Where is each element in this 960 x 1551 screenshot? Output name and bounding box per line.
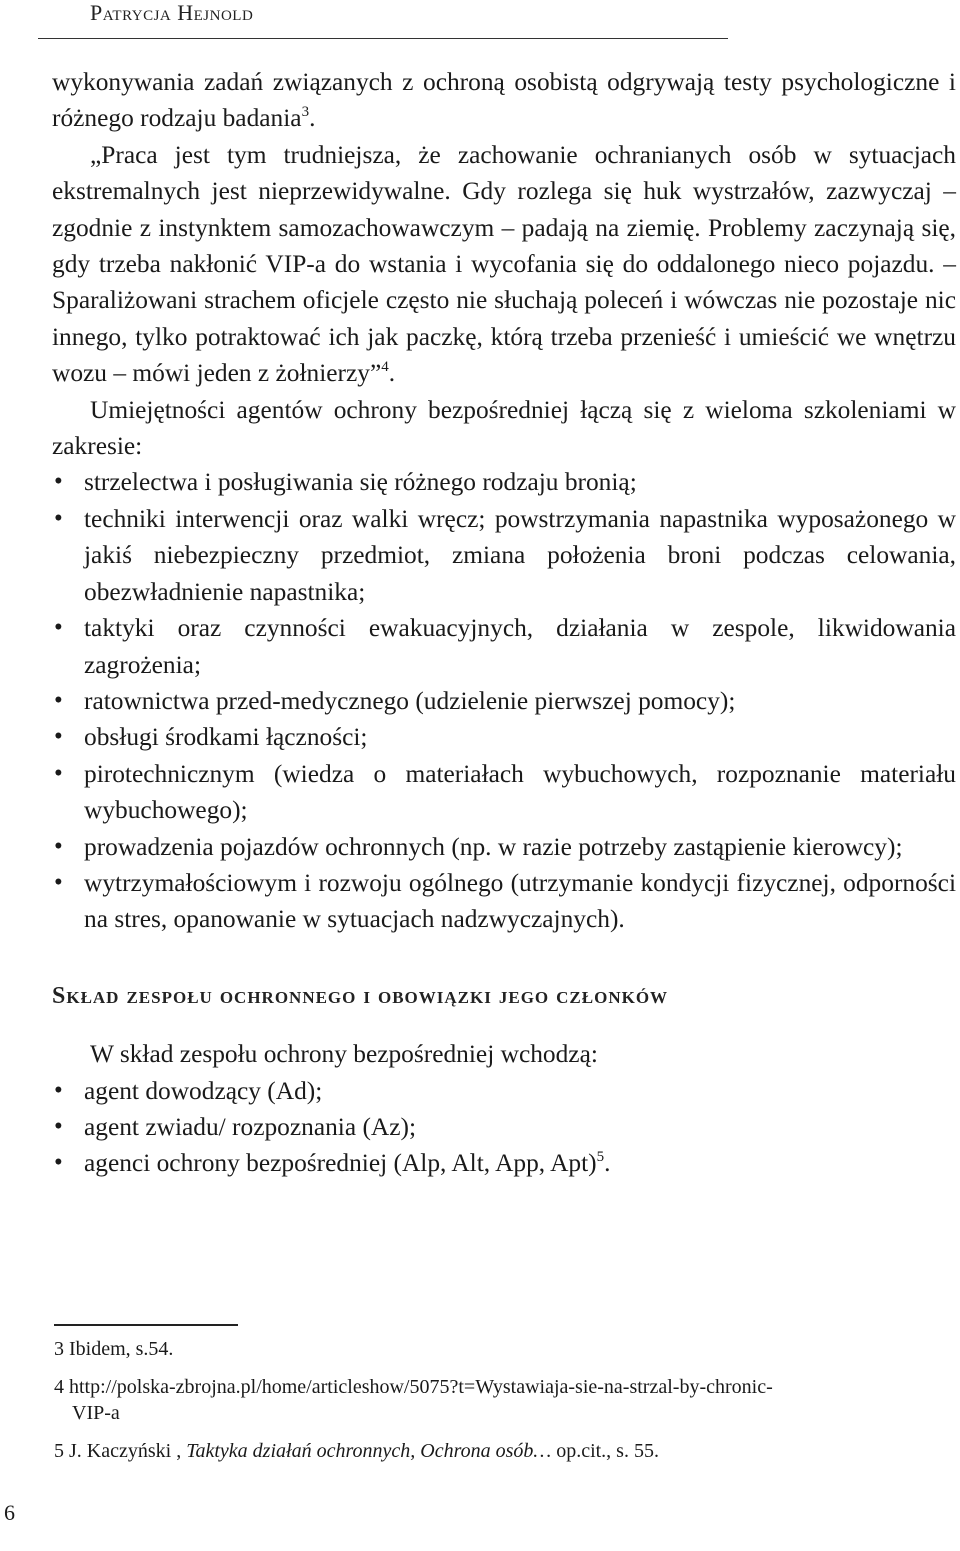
paragraph-tests: [52, 64, 956, 137]
bullet-icon: •: [54, 1149, 63, 1177]
list-item: [52, 719, 956, 755]
list-item: [52, 1073, 956, 1109]
skills-list: [52, 464, 956, 937]
footnote-ref-5: 5: [596, 1149, 605, 1166]
bullet-icon: •: [54, 759, 63, 787]
list-item-text: strzelectwa i posługiwania się różnego rodzaju bronią;: [84, 468, 637, 497]
list-item-text: taktyki oraz czynności ewakuacyjnych, działania w zespole, likwidowania zagrożenia;: [84, 614, 956, 679]
footnote-5-title: Taktyka działań ochronnych, Ochrona osób…: [186, 1440, 552, 1462]
list-item: [52, 501, 956, 610]
bullet-icon: •: [54, 504, 63, 532]
bullet-icon: •: [54, 723, 63, 751]
footnotes: [54, 1336, 954, 1476]
footnote-4-line2: VIP-a: [72, 1402, 120, 1424]
list-item-text: agent dowodzący (Ad);: [84, 1076, 323, 1105]
footnote-4: [54, 1374, 954, 1426]
list-item-text: wytrzymałościowym i rozwoju ogólnego (utrzymanie kondycji fizycznej, odporności na stres, opanowanie w sytuacjach nadzwyczajnych).: [84, 868, 956, 934]
list-item: [52, 829, 956, 865]
footnote-5: [54, 1438, 954, 1464]
list-item: [52, 1109, 956, 1145]
footnote-5-citation: op.cit., s. 55.: [551, 1440, 659, 1462]
list-item: [52, 464, 956, 500]
bullet-icon: •: [54, 868, 63, 896]
list-item-text: prowadzenia pojazdów ochronnych (np. w razie potrzeby zastąpienie kierowcy);: [84, 832, 903, 861]
bullet-icon: •: [54, 614, 63, 642]
quote-text: „Praca jest tym trudniejsza, że zachowanie ochranianych osób w sytuacjach ekstremalnych jest nieprzewidywalne. Gdy rozlega się huk wystrzałów, zazwyczaj – zgodnie z instynktem samozachowawczym – padają na ziemię. Problemy zaczynają się, gdy trzeba nakłonić VIP-a do wstania i wycofania się do oddalonego nieco pojazdu. – Sparaliżowani strachem oficjele często nie słuchają poleceń i wówczas nie pozostaje nic innego, tylko potraktować ich jak paczkę, którą trzeba przenieść i umieścić we wnętrzu wozu – mówi jeden z żołnierzy”: [52, 140, 956, 388]
list-item: [52, 865, 956, 938]
paragraph-tests-text: wykonywania zadań związanych z ochroną osobistą odgrywają testy psychologiczne i różnego rodzaju badania: [52, 68, 956, 133]
paragraph-quote: [52, 137, 956, 392]
list-item-end: .: [604, 1149, 611, 1178]
list-item-text: pirotechnicznym (wiedza o materiałach wybuchowych, rozpoznanie materiału wybuchowego);: [84, 759, 956, 825]
list-item-text: obsługi środkami łączności;: [84, 723, 368, 752]
quote-end: .: [388, 359, 396, 388]
bullet-icon: •: [54, 832, 63, 860]
footnote-3: 3 Ibidem, s.54.: [54, 1338, 174, 1360]
running-head-author: Patrycja Hejnold: [90, 0, 254, 25]
footnote-5-author: 5 J. Kaczyński ,: [54, 1440, 187, 1462]
footnote-rule: [54, 1324, 238, 1326]
paragraph-team-intro: W skład zespołu ochrony bezpośredniej wchodzą:: [90, 1040, 598, 1069]
bullet-icon: •: [54, 468, 63, 496]
paragraph-tests-end: .: [309, 104, 316, 133]
footnote-ref-3: 3: [301, 104, 310, 121]
list-item: [52, 610, 956, 683]
body-text: [52, 64, 956, 1182]
list-item: [52, 756, 956, 829]
bullet-icon: •: [54, 1112, 63, 1140]
list-item: [52, 1145, 956, 1181]
list-item-text: agenci ochrony bezpośredniej (Alp, Alt, App, Apt): [84, 1149, 597, 1178]
section-heading: Skład zespołu ochronnego i obowiązki jego członków: [52, 982, 669, 1009]
list-item-text: ratownictwa przed-medycznego (udzielenie pierwszej pomocy);: [84, 686, 736, 715]
list-item: [52, 683, 956, 719]
team-list: [52, 1073, 956, 1182]
paragraph-skills-intro: Umiejętności agentów ochrony bezpośredniej łączą się z wieloma szkoleniami w zakresie:: [52, 395, 956, 461]
header-rule: [38, 38, 728, 39]
footnote-4-line1: 4 http://polska-zbrojna.pl/home/articleshow/5075?t=Wystawiaja-sie-na-strzal-by-chronic-: [54, 1376, 773, 1398]
list-item-text: agent zwiadu/ rozpoznania (Az);: [84, 1112, 417, 1141]
list-item-text: techniki interwencji oraz walki wręcz; powstrzymania napastnika wyposażonego w jakiś niebezpieczny przedmiot, zmiana położenia broni podczas celowania, obezwładnienie napastnika;: [84, 504, 956, 606]
bullet-icon: •: [54, 1076, 63, 1104]
page-number: 6: [4, 1500, 15, 1525]
footnote-ref-4: 4: [381, 359, 389, 376]
bullet-icon: •: [54, 686, 63, 714]
